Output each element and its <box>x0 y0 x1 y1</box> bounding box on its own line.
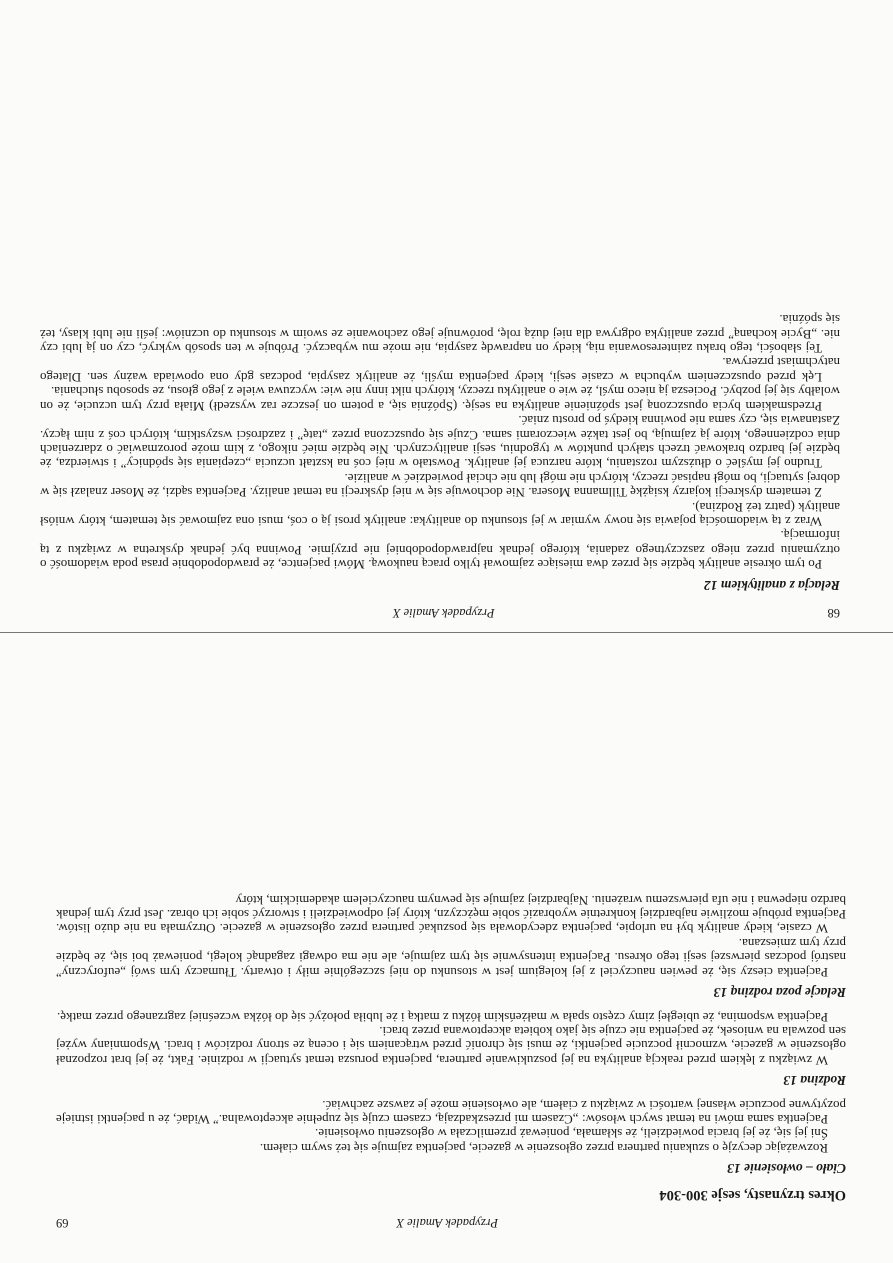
page-divider <box>0 632 893 633</box>
chapter-title: Okres trzynasty, sesje 300-304 <box>659 1186 846 1203</box>
section-title: Relacja z analitykiem 12 <box>703 577 840 593</box>
page-number: 69 <box>56 1216 69 1230</box>
running-head: Przypadek Amalie X <box>392 606 495 620</box>
section-title: Rodzina 13 <box>783 1073 846 1089</box>
paragraph: Lęk przed opuszczeniem wybucha w czasie sesji, kiedy pacjentka myśli, że analityk zasypia, podczas gdy ona opowiada ważny sen. Dlatego natychmiast przerywa. <box>40 355 840 385</box>
paragraph: Z tematem dyskrecji kojarzy książkę Tillmanna Mosera. Nie dochowuje się w niej dyskrecji na temat analizy. Pacjentka sądzi, że Moser znalazł się w dobrej sytuacji, bo mógł napisać rzeczy, których nie mógł lub nie chciał powiedzieć w analizie. <box>40 470 840 501</box>
running-head: Przypadek Amalie X <box>396 1216 499 1230</box>
paragraph: Śni jej się, że jej bracia powiedzieli, że skłamała, ponieważ przemilczała w ogłoszeniu owłosienie. <box>315 1126 828 1142</box>
section-title: Ciało – owłosienie 13 <box>727 1161 846 1177</box>
paragraph: Pacjentka sama mówi na temat swych włosów: „Czasem mi przeszkadzają, czasem czuję się zupełnie akceptowalna.” Widać, że u pacjentki istnieje pozytywne poczucie własnej wartości w związku z ciałem, ale owłosienie może je zawsze zachwiać. <box>56 1097 846 1127</box>
paragraph: Po tym okresie analityk będzie się przez dwa miesiące zajmował tylko pracą naukową. Mówi pacjentce, że prawdopodobnie prasa poda wiadomość o otrzymaniu przez niego zaszczytnego zadania, którego jednak najprawdopodobniej nie przyjmie. Powinna być jednak dyskretna w związku z tą informacją. <box>40 528 840 573</box>
paragraph: W związku z lękiem przed reakcją analityka na jej poszukiwanie partnera, pacjentka porusza temat sytuacji w rodzinie. Fakt, że jej brat rozpoznał ogłoszenie w gazecie, wzmocnił poczucie pacjentki, że musi się chronić przed wtrącaniem się i oceną ze strony rodziców i braci. Wspomniany wyżej sen pozwala na wniosek, że pacjentka nie czuje się jako kobieta akceptowana przez braci. <box>56 1023 846 1068</box>
paragraph: Rozważając decyzję o szukaniu partnera przez ogłoszenie w gazecie, pacjentka zajmuje się też swym ciałem. <box>259 1140 828 1156</box>
paragraph: W czasie, kiedy analityk był na urlopie, pacjentka zdecydowała się poszukać partnera przez ogłoszenie w gazecie. Otrzymała na nie dużo listów. Pacjentka próbuje możliwie najbardziej konkretnie wyobrazić sobie mężczyzn, który jej odpowiedzieli i stworzyć sobie ich obraz. Jest przy tym jednak bardzo niepewna i nie ufa pierwszemu wrażeniu. Najbardziej zajmuje się pewnym nauczycielem akademickim, który <box>56 892 846 937</box>
paragraph: Przedsmakiem bycia opuszczoną jest spóźnienie analityka na sesję. (Spóźnia się, a potem on jeszcze raz wyszedł) Miała przy tym uczucie, że on wolałby się jej pozbyć. Pociesza ją nieco myśl, że wie o analityku rzeczy, których nikt inny nie wie: wyczuwa wiele z jego głosu, ze sposobu słuchania. <box>40 384 840 414</box>
page-68 <box>40 20 840 620</box>
page-69 <box>56 645 846 1230</box>
section-title: Relacje poza rodziną 13 <box>713 985 846 1001</box>
page-header <box>40 606 840 620</box>
paragraph: Tej słabości, tego braku zainteresowania nią, kiedy on naprawdę zasypia, nie może mu wybaczyć. Próbuje w ten sposób wykryć, czy on ją lubi czy nie. „Bycie kochaną” przez analityka odgrywa dla niej dużą rolę, porównuje jego zachowanie ze swoim w stosunku do uczniów: jeśli nie lubi klasy, też się spóźnia. <box>40 312 840 357</box>
page-number: 68 <box>827 606 840 620</box>
paragraph: Pacjentka cieszy się, że pewien nauczyciel z jej kolegium jest w stosunku do niej szczególnie miły i otwarty. Tłumaczy tym swój „euforyczny” nastrój podczas pierwszej sesji tego okresu. Pacjentka intensywnie się tym zajmuje, ale nie ma odwagi zagadnąć kolegi, ponieważ boi się, że będzie przy tym zmieszana. <box>56 935 846 980</box>
paragraph: Trudno jej myśleć o dłuższym rozstaniu, które narzuca jej analityk. Powstało w niej coś na kształt uczucia „czepiania się spódnicy” i stwierdza, że będzie jej bardzo brakować trzech stałych punktów w tygodniu, sesji analitycznych. Nie będzie mieć nikogo, z kim może porozmawiać o zdarzeniach dnia codziennego, które ją zajmują, bo jest także wieczorami sama. Czuje się opuszczona przez „tatę” i zazdrości wszystkim, których coś z nim łączy. Zastanawia się, czy sama nie powinna kiedyś po prostu zniać. <box>40 413 840 472</box>
paragraph: Wraz z tą wiadomością pojawia się nowy wymiar w jej stosunku do analityka: analityk prosi ją o coś, musi ona zajmować się tematem, który wniósł analityk (patrz też Rodzina). <box>40 499 840 529</box>
paragraph: Pacjentka wspomina, że ubiegłej zimy często spała w małżeńskim łóżku z matką i że lubiła położyć się do łóżka wcześniej zagrzanego przez matkę. <box>56 1009 828 1025</box>
page-header <box>56 1216 846 1230</box>
